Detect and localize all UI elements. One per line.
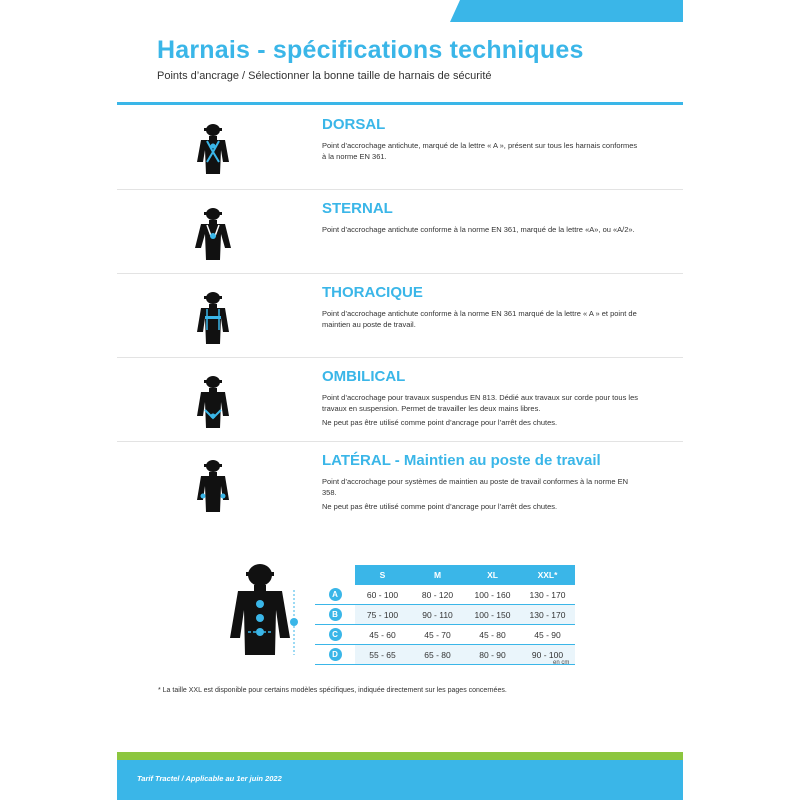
row-label	[315, 605, 355, 625]
section-title: STERNAL	[322, 200, 393, 217]
table-cell: 90 - 110	[410, 605, 465, 625]
table-row	[315, 605, 575, 625]
description-paragraph: Ne peut pas être utilisé comme point d’ancrage pour l’arrêt des chutes.	[322, 418, 558, 427]
section-title: DORSAL	[322, 116, 386, 133]
section-description	[322, 308, 642, 333]
header-size: XL	[465, 565, 520, 585]
table-cell: 45 - 70	[410, 625, 465, 645]
top-accent-tab	[450, 0, 683, 22]
table-cell: 90 - 100	[520, 645, 575, 665]
thoracique-harness-icon	[189, 290, 237, 348]
ombilical-harness-icon	[189, 374, 237, 432]
footer-green-stripe	[117, 752, 683, 760]
description-paragraph: Point d’accrochage antichute conforme à la norme EN 361, marqué de la lettre «A», ou «A/2».	[322, 225, 635, 234]
footer-bar	[117, 760, 683, 800]
size-measurement-figure	[220, 560, 305, 670]
title-divider	[117, 102, 683, 105]
row-label	[315, 645, 355, 665]
header-blank	[315, 565, 355, 585]
row-letter-badge: C	[329, 628, 342, 641]
table-cell: 45 - 60	[355, 625, 410, 645]
section-title: OMBILICAL	[322, 368, 406, 385]
row-label	[315, 625, 355, 645]
section-dorsal	[117, 106, 683, 190]
header-size: S	[355, 565, 410, 585]
page-subtitle: Points d’ancrage / Sélectionner la bonne taille de harnais de sécurité	[157, 70, 492, 82]
table-cell: 130 - 170	[520, 585, 575, 605]
table-row	[315, 645, 575, 665]
table-cell: 75 - 100	[355, 605, 410, 625]
table-cell: 55 - 65	[355, 645, 410, 665]
description-paragraph: Point d’accrochage pour systèmes de maintien au poste de travail conformes à la norme EN 358.	[322, 477, 628, 497]
page-title: Harnais - spécifications techniques	[157, 36, 584, 64]
table-cell: 80 - 90	[465, 645, 520, 665]
section-title: LATÉRAL - Maintien au poste de travail	[322, 452, 601, 469]
section-thoracique	[117, 274, 683, 358]
footer-text: Tarif Tractel / Applicable au 1er juin 2022	[137, 774, 282, 783]
description-paragraph: Point d’accrochage antichute conforme à la norme EN 361 marqué de la lettre « A » et point de maintien au poste de travail.	[322, 309, 637, 329]
row-letter-badge: D	[329, 648, 342, 661]
lateral-harness-icon	[189, 458, 237, 516]
footnote: * La taille XXL est disponible pour certains modèles spécifiques, indiquée directement sur les pages concernées.	[158, 687, 507, 694]
description-paragraph: Point d’accrochage pour travaux suspendus EN 813. Dédié aux travaux sur corde pour tous les travaux en suspension. Permet de travailler les deux mains libres.	[322, 393, 639, 413]
section-description	[322, 476, 642, 515]
size-table-header	[315, 565, 575, 585]
table-cell: 100 - 150	[465, 605, 520, 625]
section-sternal	[117, 190, 683, 274]
row-letter-badge: B	[329, 608, 342, 621]
section-lateral	[117, 442, 683, 526]
table-cell: 60 - 100	[355, 585, 410, 605]
table-row	[315, 625, 575, 645]
section-description	[322, 140, 642, 165]
table-cell: 100 - 160	[465, 585, 520, 605]
section-description	[322, 392, 642, 431]
row-label	[315, 585, 355, 605]
table-row	[315, 585, 575, 605]
size-table	[315, 565, 575, 665]
sternal-harness-icon	[189, 206, 237, 264]
section-title: THORACIQUE	[322, 284, 423, 301]
table-cell: 130 - 170	[520, 605, 575, 625]
header-size: XXL*	[520, 565, 575, 585]
table-cell: 45 - 90	[520, 625, 575, 645]
header-size: M	[410, 565, 465, 585]
row-letter-badge: A	[329, 588, 342, 601]
section-description	[322, 224, 642, 238]
section-ombilical	[117, 358, 683, 442]
unit-label: en cm	[553, 660, 570, 666]
description-paragraph: Point d’accrochage antichute, marqué de la lettre « A », présent sur tous les harnais conformes à la norme EN 361.	[322, 141, 638, 161]
table-cell: 80 - 120	[410, 585, 465, 605]
dorsal-harness-icon	[189, 122, 237, 180]
table-cell: 45 - 80	[465, 625, 520, 645]
table-cell: 65 - 80	[410, 645, 465, 665]
description-paragraph: Ne peut pas être utilisé comme point d’ancrage pour l’arrêt des chutes.	[322, 502, 558, 511]
